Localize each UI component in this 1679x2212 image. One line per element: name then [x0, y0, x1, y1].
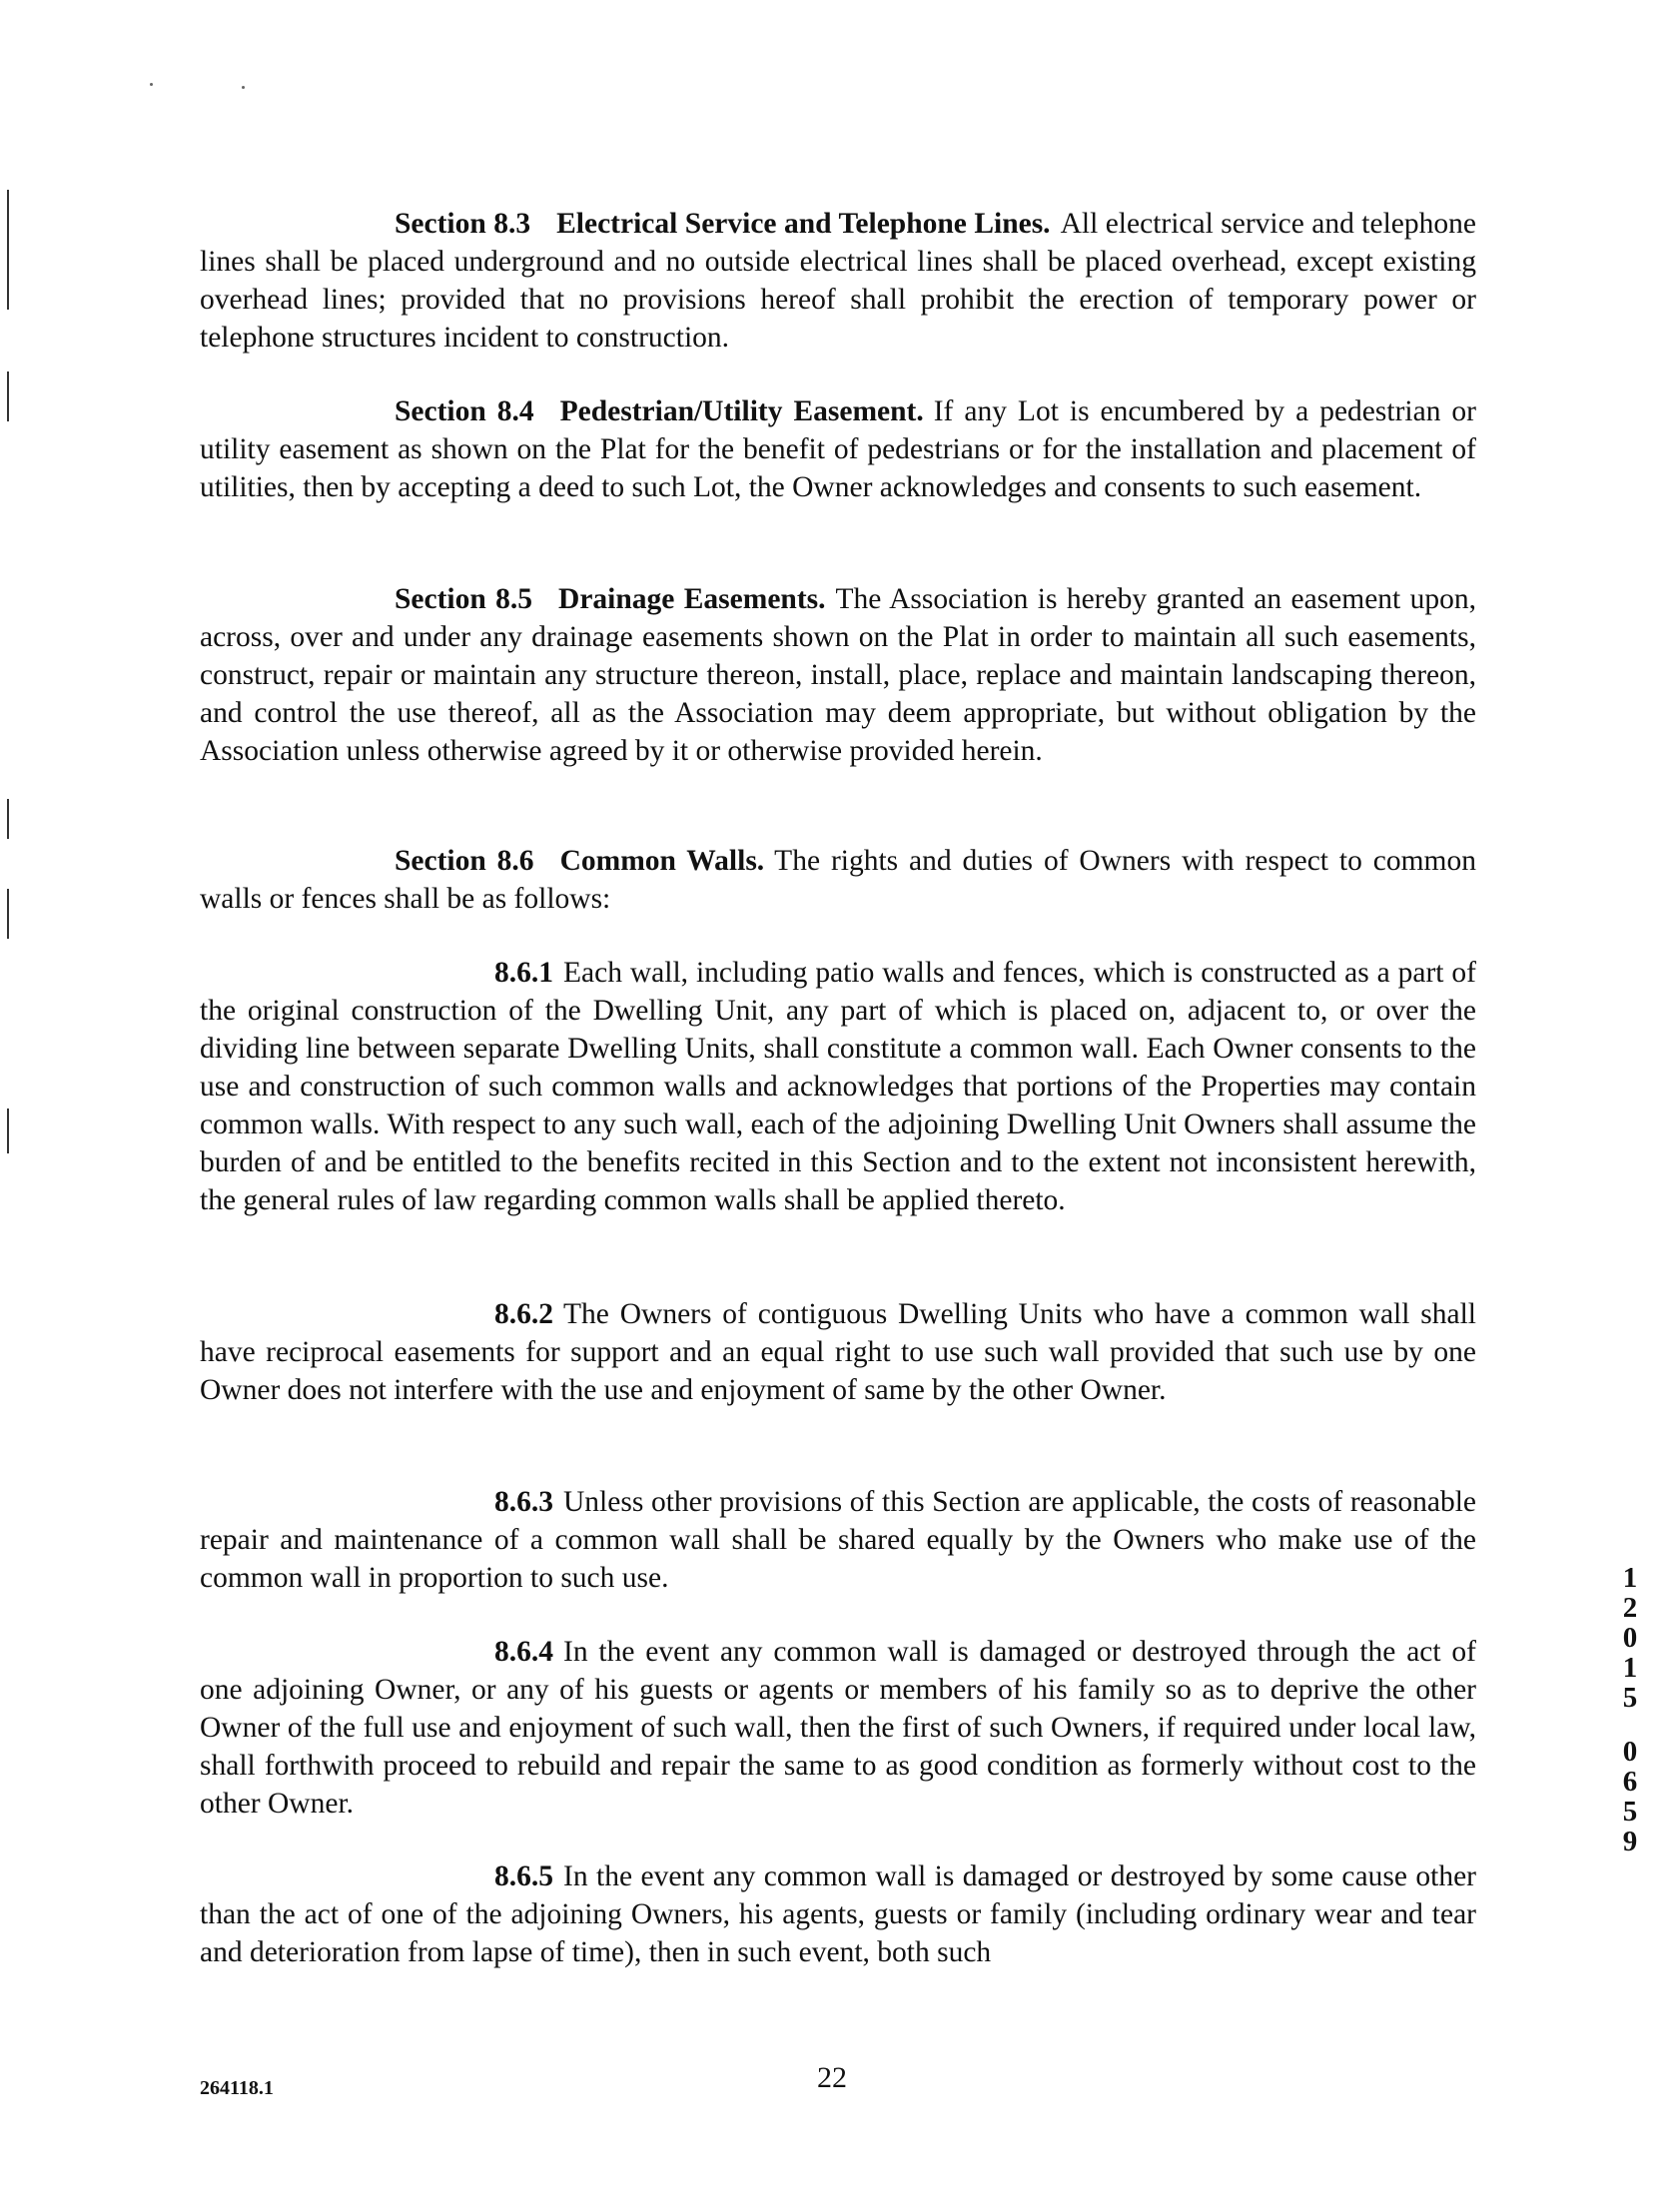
section-number: Section 8.3	[395, 208, 531, 240]
subsection-body: In the event any common wall is damaged or destroyed through the act of one adjoining Owner, or any of his guests or agents or members of his family so as to deprive the other Owner of the full use and enjoyment of such wall, then the first of such Owners, if required under local law, shall forthwith proceed to rebuild and repair the same to as good condition as formerly without cost to the other Owner.	[200, 1636, 1476, 1820]
subsection-body: In the event any common wall is damaged or destroyed by some cause other than the act of one of the adjoining Owners, his agents, guests or family (including ordinary wear and tear and deterioration from lapse of time), then in such event, both such	[200, 1860, 1476, 1968]
subsection-body: Each wall, including patio walls and fences, which is constructed as a part of the original construction of the Dwelling Unit, any part of which is placed on, adjacent to, or over the dividing line between separate Dwelling Units, shall constitute a common wall. Each Owner consents to the use and construction of such common walls and acknowledges that portions of the Properties may contain common walls. With respect to any such wall, each of the adjoining Dwelling Unit Owners shall assume the burden of and be entitled to the benefits recited in this Section and to the extent not inconsistent herewith, the general rules of law regarding common walls shall be applied thereto.	[200, 957, 1476, 1216]
section-title: Common Walls.	[559, 845, 765, 877]
section-8-3	[200, 205, 1476, 357]
subsection-number: 8.6.4	[494, 1636, 553, 1668]
section-title: Pedestrian/Utility Easement.	[559, 395, 924, 427]
subsection-8-6-4	[200, 1633, 1476, 1823]
section-8-6	[200, 842, 1476, 918]
subsection-number: 8.6.3	[494, 1486, 553, 1518]
margin-change-bar	[7, 1108, 9, 1153]
document-id: 264118.1	[200, 2077, 274, 2099]
section-number: Section 8.4	[395, 395, 534, 427]
section-body: All electrical service and telephone lines shall be placed underground and no outside electrical lines shall be placed overhead, except existing overhead lines; provided that no provisions hereof shall prohibit the erection of temporary power or telephone structures incident to construction.	[200, 208, 1476, 354]
stamp-char: 0	[1622, 1736, 1638, 1768]
section-body: The Association is hereby granted an easement upon, across, over and under any drainage easements shown on the Plat in order to maintain all such easements, construct, repair or maintain any structure thereon, install, place, replace and maintain landscaping thereon, and control the use thereof, all as the Association may deem appropriate, but without obligation by the Association unless otherwise agreed by it or otherwise provided herein.	[200, 583, 1476, 767]
stamp-char: 1	[1622, 1652, 1638, 1684]
section-title: Electrical Service and Telephone Lines.	[556, 208, 1051, 240]
subsection-8-6-1	[200, 954, 1476, 1219]
subsection-body: Unless other provisions of this Section are applicable, the costs of reasonable repair and maintenance of a common wall shall be shared equally by the Owners who make use of the common wall in proportion to such use.	[200, 1486, 1476, 1594]
margin-change-bar	[7, 799, 9, 839]
subsection-8-6-5	[200, 1857, 1476, 1971]
section-body: If any Lot is encumbered by a pedestrian or utility easement as shown on the Plat for the benefit of pedestrians or for the installation and placement of utilities, then by accepting a deed to such Lot, the Owner acknowledges and consents to such easement.	[200, 395, 1476, 503]
stamp-gap	[1615, 1713, 1645, 1737]
section-body: The rights and duties of Owners with respect to common walls or fences shall be as follows:	[200, 845, 1476, 915]
stamp-char: 2	[1622, 1592, 1638, 1624]
section-number: Section 8.5	[395, 583, 533, 615]
subsection-8-6-2	[200, 1295, 1476, 1409]
scan-speck	[242, 86, 245, 89]
subsection-8-6-3	[200, 1483, 1476, 1597]
section-8-4	[200, 392, 1476, 506]
stamp-char: 5	[1622, 1796, 1638, 1828]
margin-recording-stamp	[1615, 1563, 1645, 1856]
stamp-char: 0	[1622, 1622, 1638, 1654]
subsection-body: The Owners of contiguous Dwelling Units who have a common wall shall have reciprocal easements for support and an equal right to use such wall provided that such use by one Owner does not interfere with the use and enjoyment of same by the other Owner.	[200, 1298, 1476, 1406]
section-title: Drainage Easements.	[558, 583, 826, 615]
subsection-number: 8.6.2	[494, 1298, 553, 1330]
subsection-number: 8.6.5	[494, 1860, 553, 1892]
stamp-char: 9	[1622, 1826, 1638, 1857]
margin-change-bar	[7, 889, 9, 939]
subsection-number: 8.6.1	[494, 957, 553, 989]
stamp-char: 1	[1622, 1562, 1638, 1594]
section-8-5	[200, 580, 1476, 770]
stamp-char: 6	[1622, 1766, 1638, 1798]
margin-change-bar	[7, 190, 9, 310]
margin-change-bar	[7, 371, 9, 421]
stamp-char: 5	[1622, 1682, 1638, 1714]
section-number: Section 8.6	[395, 845, 534, 877]
scan-speck	[150, 83, 153, 86]
page-number: 22	[817, 2061, 847, 2094]
